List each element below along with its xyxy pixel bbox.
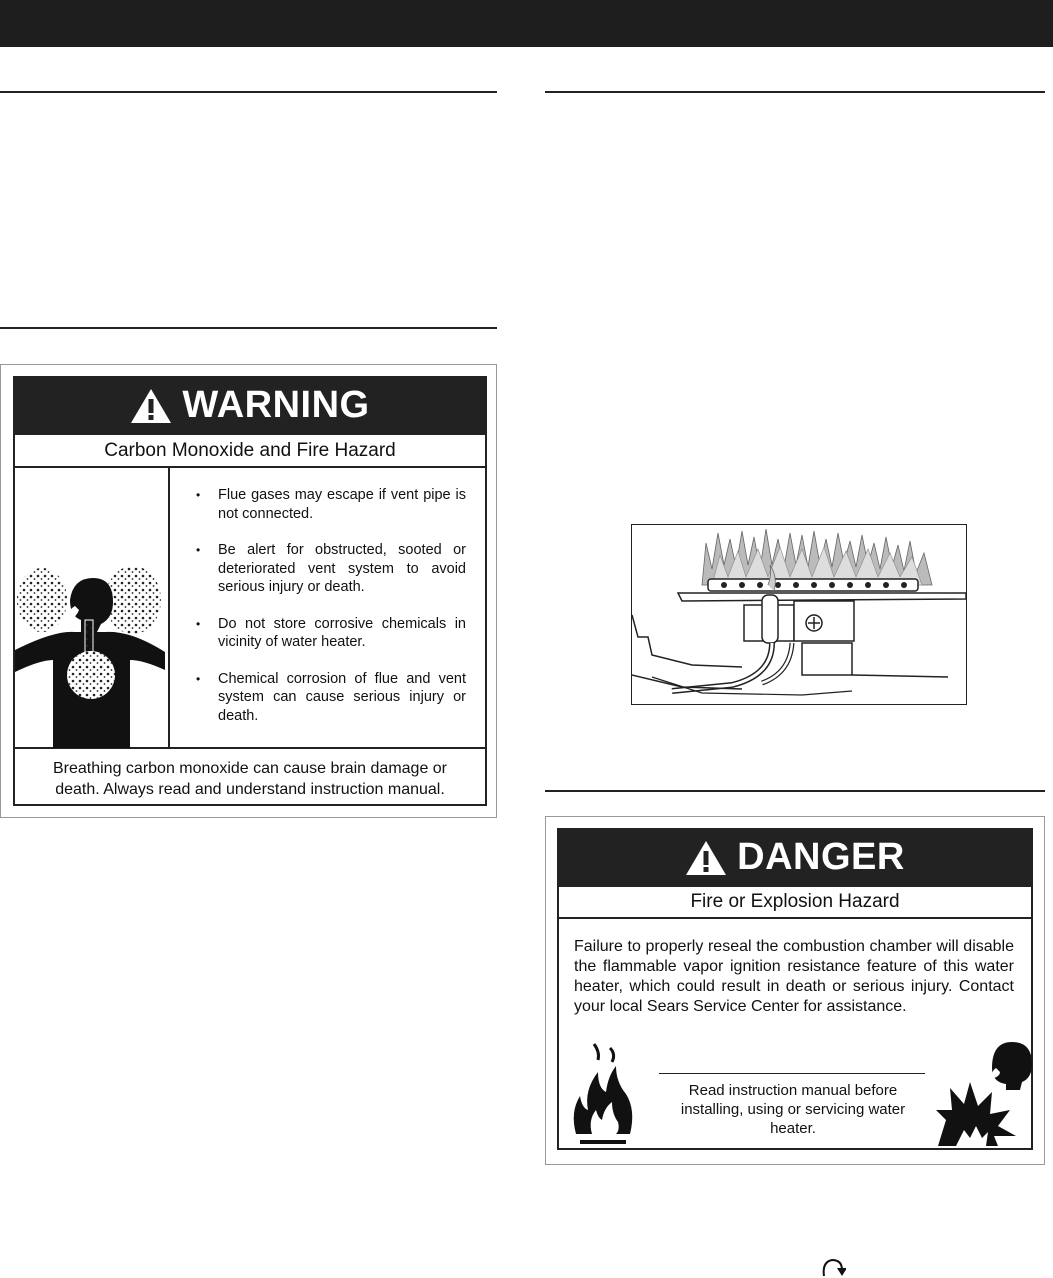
danger-note-text: Read instruction manual before installing, using or servicing water heater. [680,1082,906,1137]
danger-signal-word: DANGER [737,836,905,878]
person-inhaling-gas-icon [15,560,167,748]
section-rule-right-top [545,91,1045,93]
warning-triangle-icon [685,840,727,876]
warning-bullet: • Do not store corrosive chemicals in vicinity of water heater. [190,615,466,652]
warning-bullet: • Flue gases may escape if vent pipe is not connected. [190,486,466,523]
section-rule-right-mid [545,790,1045,792]
section-rule-left-top [0,91,497,93]
danger-body-text: Failure to properly reseal the combustion chamber will disable the flammable vapor ignition resistance feature of this water heater, which could result in death or serious injury. Contact your local Sears Service Center for assistance. [574,938,1014,1015]
rotate-arrow-icon [818,1256,846,1278]
warning-signal-header [15,378,485,433]
page-header-bar [0,0,1053,47]
warning-hazard-title: Carbon Monoxide and Fire Hazard [15,433,485,468]
section-rule-left-mid [0,327,497,329]
danger-hazard-title: Fire or Explosion Hazard [559,885,1031,919]
warning-bullet: • Chemical corrosion of flue and vent system can cause serious injury or death. [190,670,466,726]
warning-column-divider [168,467,170,748]
danger-signal-header [559,830,1031,885]
warning-bullet-list [190,486,466,743]
explosion-icon [936,1038,1032,1148]
warning-footer-text: Breathing carbon monoxide can cause brain damage or death. Always read and understand instruction manual. [52,760,448,798]
danger-note-rule [659,1073,925,1074]
warning-signal-word: WARNING [182,384,370,426]
burner-flame-illustration [631,524,967,705]
warning-triangle-icon [130,388,172,424]
warning-bullet: • Be alert for obstructed, sooted or deteriorated vent system to avoid serious injury or death. [190,541,466,597]
fire-icon [570,1042,638,1148]
